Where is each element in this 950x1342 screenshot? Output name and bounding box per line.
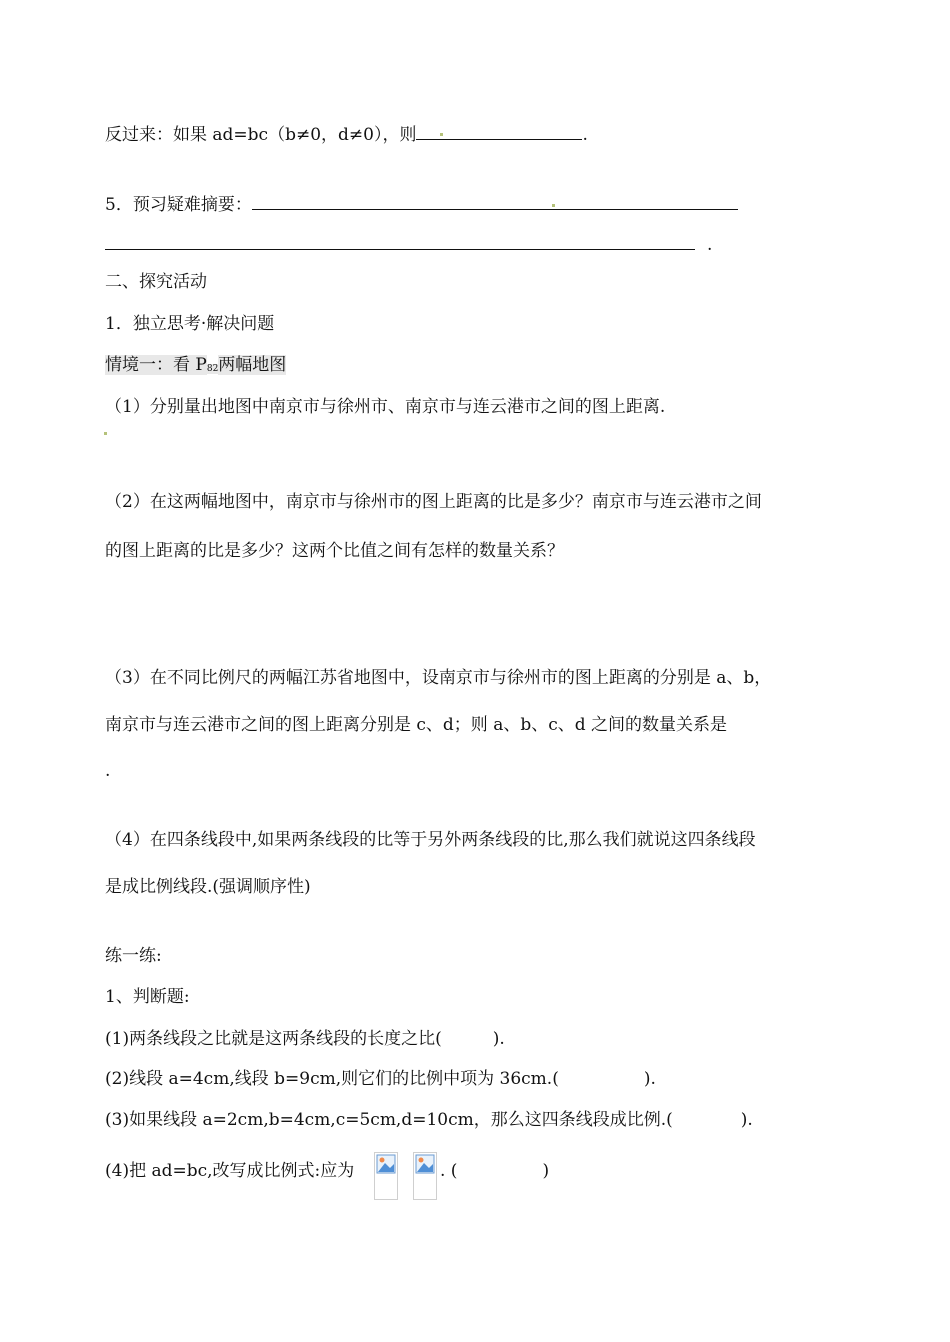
- answer-blank[interactable]: [105, 231, 695, 250]
- practice-heading: 练一练:: [105, 946, 162, 966]
- question-4-line1: （4）在四条线段中,如果两条线段的比等于另外两条线段的比,那么我们就说这四条线段: [105, 830, 756, 850]
- answer-blank[interactable]: [416, 121, 582, 140]
- broken-image-icon: [374, 1152, 398, 1200]
- question-2-line2: 的图上距离的比是多少？这两个比值之间有怎样的数量关系？: [105, 541, 564, 561]
- judge-item-2: (2)线段 a=4cm,线段 b=9cm,则它们的比例中项为 36cm.( ).: [105, 1069, 656, 1089]
- subsection-heading: 1．独立思考·解决问题: [105, 314, 275, 334]
- answer-blank[interactable]: [536, 191, 738, 210]
- preview-difficulty-cont: .: [105, 231, 712, 256]
- answer-blank[interactable]: [252, 191, 536, 210]
- reverse-statement: 反过来：如果 ad=bc（b≠0，d≠0），则 .: [105, 121, 588, 146]
- judge-item-4-text: (4)把 ad=bc,改写成比例式:应为: [105, 1161, 355, 1181]
- reverse-text: 反过来：如果 ad=bc（b≠0，d≠0），则: [105, 125, 417, 145]
- speck: [552, 204, 555, 207]
- judge-heading: 1、判断题:: [105, 987, 190, 1007]
- judge-item-3: (3)如果线段 a=2cm,b=4cm,c=5cm,d=10cm，那么这四条线段成比例.( ).: [105, 1110, 753, 1130]
- question-3-line3: .: [105, 761, 111, 781]
- speck: [440, 133, 443, 136]
- broken-image-icon: [413, 1152, 437, 1200]
- section-heading: 二、探究活动: [105, 272, 207, 292]
- question-1: （1）分别量出地图中南京市与徐州市、南京市与连云港市之间的图上距离.: [105, 397, 666, 417]
- question-4-line2: 是成比例线段.(强调顺序性): [105, 877, 311, 897]
- preview-difficulty: [105, 191, 738, 216]
- question-3-line1: （3）在不同比例尺的两幅江苏省地图中，设南京市与徐州市的图上距离的分别是 a、b，: [105, 668, 772, 688]
- speck: [104, 432, 107, 435]
- scenario-label: 情境一：: [105, 355, 173, 375]
- judge-item-4: [105, 1160, 354, 1182]
- question-3-line2: 南京市与连云港市之间的图上距离分别是 c、d；则 a、b、c、d 之间的数量关系是: [105, 715, 728, 735]
- judge-item-4-tail: . ( ): [440, 1161, 550, 1181]
- judge-item-1: (1)两条线段之比就是这两条线段的长度之比( ).: [105, 1029, 505, 1049]
- preview-label: 5．预习疑难摘要：: [105, 195, 252, 215]
- scenario-line: 情境一：看 $P_{82}$两幅地图: [105, 355, 287, 375]
- question-2-line1: （2）在这两幅地图中，南京市与徐州市的图上距离的比是多少？南京市与连云港市之间: [105, 492, 762, 512]
